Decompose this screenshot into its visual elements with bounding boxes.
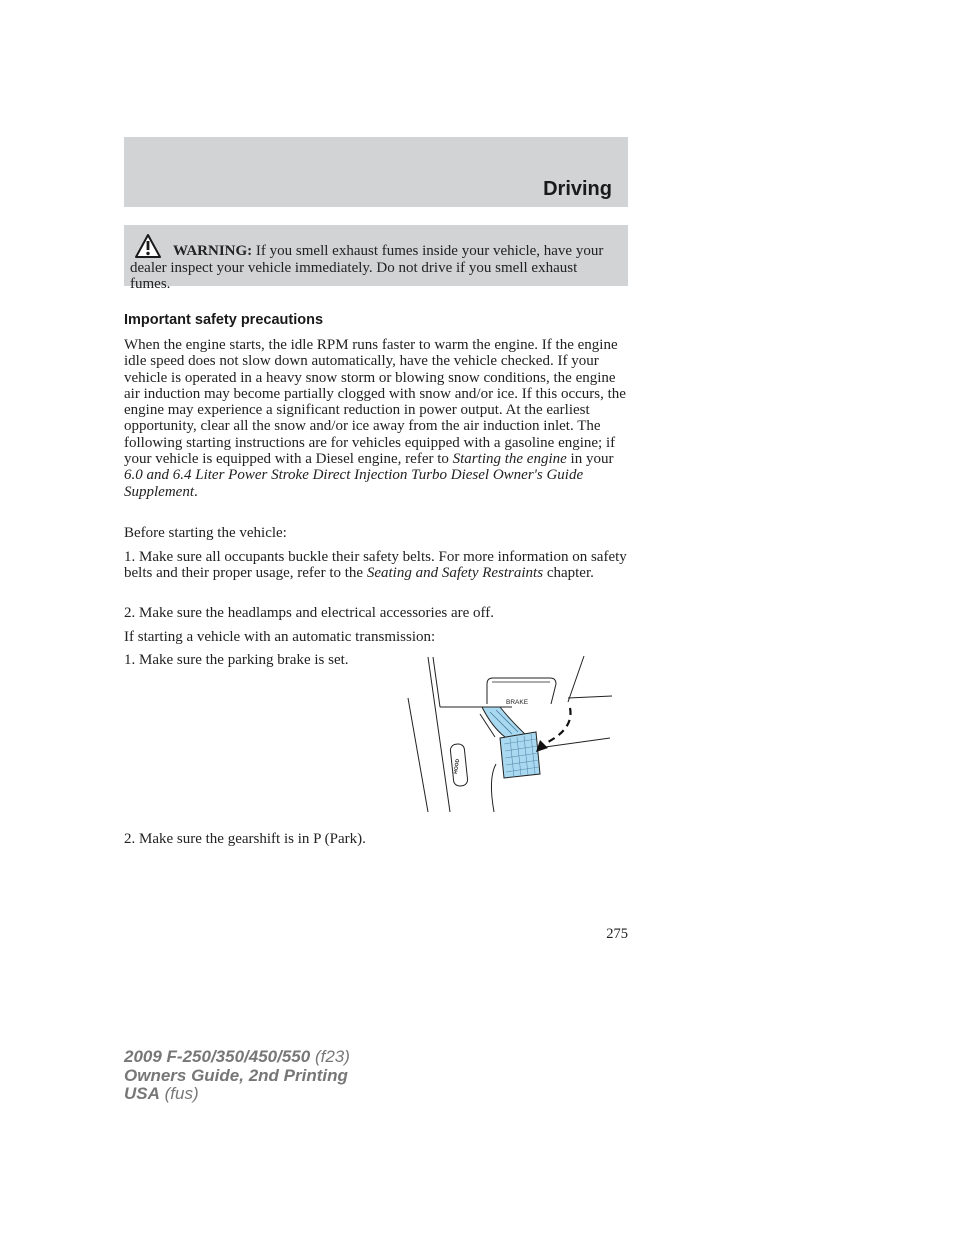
hood-label: HOOD (453, 758, 462, 775)
intro-text-2: in your (566, 451, 614, 468)
chapter-header (124, 137, 628, 207)
intro-reference-starting: Starting the engine (452, 451, 567, 468)
automatic-intro: If starting a vehicle with an automatic transmission: (124, 629, 436, 645)
before-starting-text: Before starting the vehicle: (124, 525, 287, 541)
warning-text (130, 243, 620, 293)
footer-market: USA (124, 1084, 160, 1103)
auto-step-1: 1. Make sure the parking brake is set. (124, 652, 349, 668)
warning-box (124, 225, 628, 292)
intro-text-3: . (193, 483, 198, 500)
auto-step-2: 2. Make sure the gearshift is in P (Park). (124, 831, 366, 847)
warning-body: If you smell exhaust fumes inside your vehicle, have your dealer inspect your vehicle immediately. Do not drive if you smell exhaust fumes. (130, 243, 604, 292)
intro-reference-diesel: 6.0 and 6.4 Liter Power Stroke Direct Injection Turbo Diesel Owner's Guide Supplement (124, 467, 584, 500)
footer-model: 2009 F-250/350/450/550 (124, 1047, 311, 1066)
footer-line-3 (124, 1085, 350, 1104)
footer-line-2: Owners Guide, 2nd Printing (124, 1065, 348, 1085)
step-1-paragraph (124, 549, 628, 582)
footer-line-1 (124, 1048, 350, 1067)
parking-brake-illustration (400, 652, 618, 816)
step-1-reference: Seating and Safety Restraints (366, 565, 544, 582)
intro-text: When the engine starts, the idle RPM runs faster to warm the engine. If the engine idle speed does not slow down automatically, have the vehicle checked. If your vehicle is operated in a heavy snow storm or blowing snow conditions, the engine air induction may become partially clogged with snow and/or ice. If this occurs, the engine may experience a significant reduction in power output. At the earliest opportunity, clear all the snow and/or ice away from the air induction inlet. The following starting instructions are for vehicles equipped with a gasoline engine; if your vehicle is equipped with a Diesel engine, refer to (124, 337, 626, 468)
brake-label: BRAKE (506, 699, 529, 706)
warning-label: WARNING: (173, 243, 253, 259)
step-1-text: 1. Make sure all occupants buckle their safety belts. For more information on safety belts and their proper usage, refer to the (124, 549, 627, 582)
step-1-text-2: chapter. (543, 565, 594, 582)
step-2-paragraph: 2. Make sure the headlamps and electrical accessories are off. (124, 605, 494, 621)
intro-paragraph (124, 337, 628, 500)
footer-market-code: (fus) (159, 1084, 199, 1103)
section-heading: Important safety precautions (124, 312, 324, 328)
footer (124, 1048, 350, 1104)
footer-model-code: (f23) (310, 1047, 350, 1066)
chapter-title: Driving (543, 178, 612, 200)
page-number: 275 (606, 926, 628, 942)
